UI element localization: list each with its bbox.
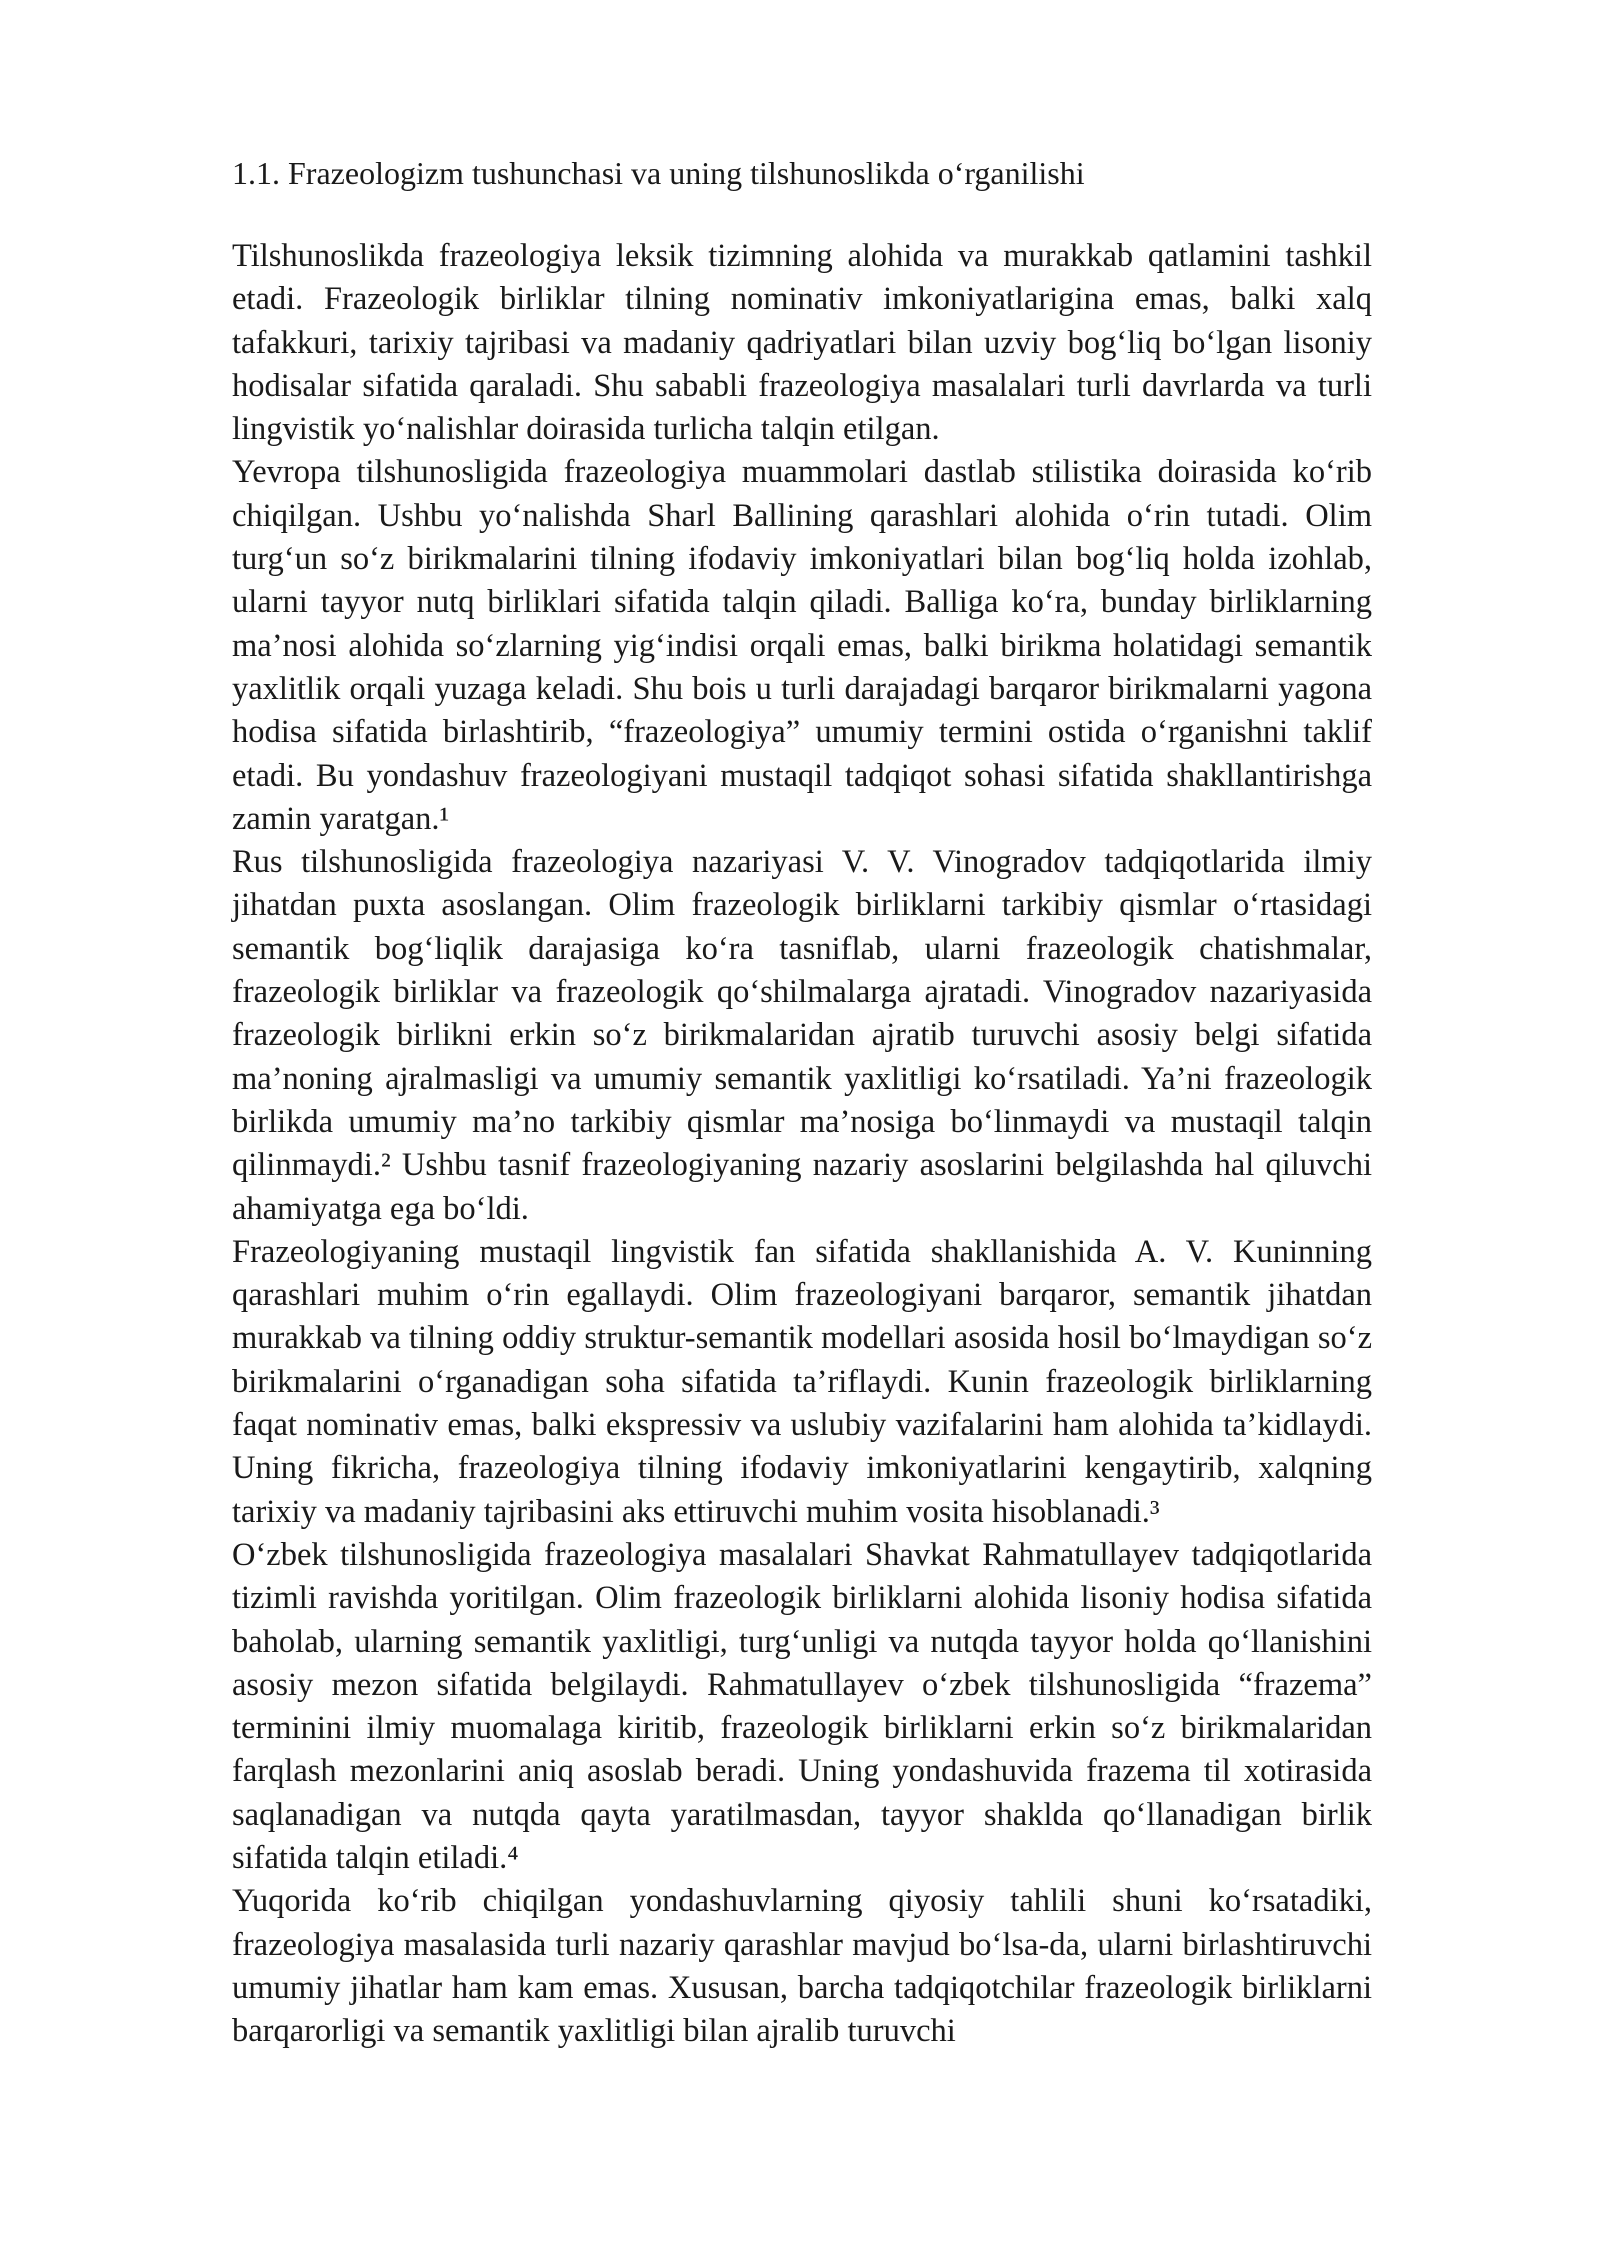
paragraph-vinogradov: Rus tilshunosligida frazeologiya nazariyasi V. V. Vinogradov tadqiqotlarida ilmiy jihatdan puxta asoslangan. Olim frazeologik birliklarni tarkibiy qismlar o‘rtasidagi semantik bog‘liqlik darajasiga ko‘ra tasniflab, ularni frazeologik chatishmalar, frazeologik birliklar va frazeologik qo‘shilmalarga ajratadi. Vinogradov nazariyasida frazeologik birlikni erkin so‘z birikmalaridan ajratib turuvchi asosiy belgi sifatida ma’noning ajralmasligi va umumiy semantik yaxlitligi ko‘rsatiladi. Ya’ni frazeologik birlikda umumiy ma’no tarkibiy qismlar ma’nosiga bo‘linmaydi va mustaqil talqin qilinmaydi.² Ushbu tasnif frazeologiyaning nazariy asoslarini belgilashda hal qiluvchi ahamiyatga ega bo‘ldi. xyxy=(232,844,1372,1227)
paragraph-rahmatullayev: O‘zbek tilshunosligida frazeologiya masalalari Shavkat Rahmatullayev tadqiqotlarida tizimli ravishda yoritilgan. Olim frazeologik birliklarni alohida lisoniy hodisa sifatida baholab, ularning semantik yaxlitligi, turg‘unligi va nutqda tayyor holda qo‘llanishini asosiy mezon sifatida belgilaydi. Rahmatullayev o‘zbek tilshunosligida “frazema” terminini ilmiy muomalaga kiritib, frazeologik birliklarni erkin so‘z birikmalaridan farqlash mezonlarini aniq asoslab beradi. Uning yondashuvida frazema til xotirasida saqlanadigan va nutqda qayta yaratilmasdan, tayyor shaklda qo‘llanadigan birlik sifatida talqin etiladi.⁴ xyxy=(232,1536,1372,1876)
paragraph-kunin: Frazeologiyaning mustaqil lingvistik fan sifatida shakllanishida A. V. Kuninning qarashlari muhim o‘rin egallaydi. Olim frazeologiyani barqaror, semantik jihatdan murakkab va tilning oddiy struktur-semantik modellari asosida hosil bo‘lmaydigan so‘z birikmalarini o‘rganadigan soha sifatida ta’riflaydi. Kunin frazeologik birliklarning faqat nominativ emas, balki ekspressiv va uslubiy vazifalarini ham alohida ta’kidlaydi. Uning fikricha, frazeologiya tilning ifodaviy imkoniyatlarini kengaytirib, xalqning tarixiy va madaniy tajribasini aks ettiruvchi muhim vosita hisoblanadi.³ xyxy=(232,1233,1372,1530)
paragraph-bally: Yevropa tilshunosligida frazeologiya muammolari dastlab stilistika doirasida ko‘rib chiqilgan. Ushbu yo‘nalishda Sharl Ballining qarashlari alohida o‘rin tutadi. Olim turg‘un so‘z birikmalarini tilning ifodaviy imkoniyatlari bilan bog‘liq holda izohlab, ularni tayyor nutq birliklari sifatida talqin qiladi. Balliga ko‘ra, bunday birliklarning ma’nosi alohida so‘zlarning yig‘indisi orqali emas, balki birikma holatidagi semantik yaxlitlik orqali yuzaga keladi. Shu bois u turli darajadagi barqaror birikmalarni yagona hodisa sifatida birlashtirib, “frazeologiya” umumiy termini ostida o‘rganishni taklif etadi. Bu yondashuv frazeologiyani mustaqil tadqiqot sohasi sifatida shakllantirishga zamin yaratgan.¹ xyxy=(232,454,1372,837)
paragraph-comparison: Yuqorida ko‘rib chiqilgan yondashuvlarning qiyosiy tahlili shuni ko‘rsatadiki, frazeologiya masalasida turli nazariy qarashlar mavjud bo‘lsa-da, ularni birlashtiruvchi umumiy jihatlar ham kam emas. Xususan, barcha tadqiqotchilar frazeologik birliklarni barqarorligi va semantik yaxlitligi bilan ajralib turuvchi xyxy=(232,1883,1372,2050)
paragraph-intro: Tilshunoslikda frazeologiya leksik tizimning alohida va murakkab qatlamini tashkil etadi. Frazeologik birliklar tilning nominativ imkoniyatlarigina emas, balki xalq tafakkuri, tarixiy tajribasi va madaniy qadriyatlari bilan uzviy bog‘liq bo‘lgan lisoniy hodisalar sifatida qaraladi. Shu sababli frazeologiya masalalari turli davrlarda va turli lingvistik yo‘nalishlar doirasida turlicha talqin etilgan. xyxy=(232,238,1372,448)
document-page xyxy=(232,151,1372,2053)
section-heading: 1.1. Frazeologizm tushunchasi va uning tilshunoslikda o‘rganilishi xyxy=(232,155,1085,191)
